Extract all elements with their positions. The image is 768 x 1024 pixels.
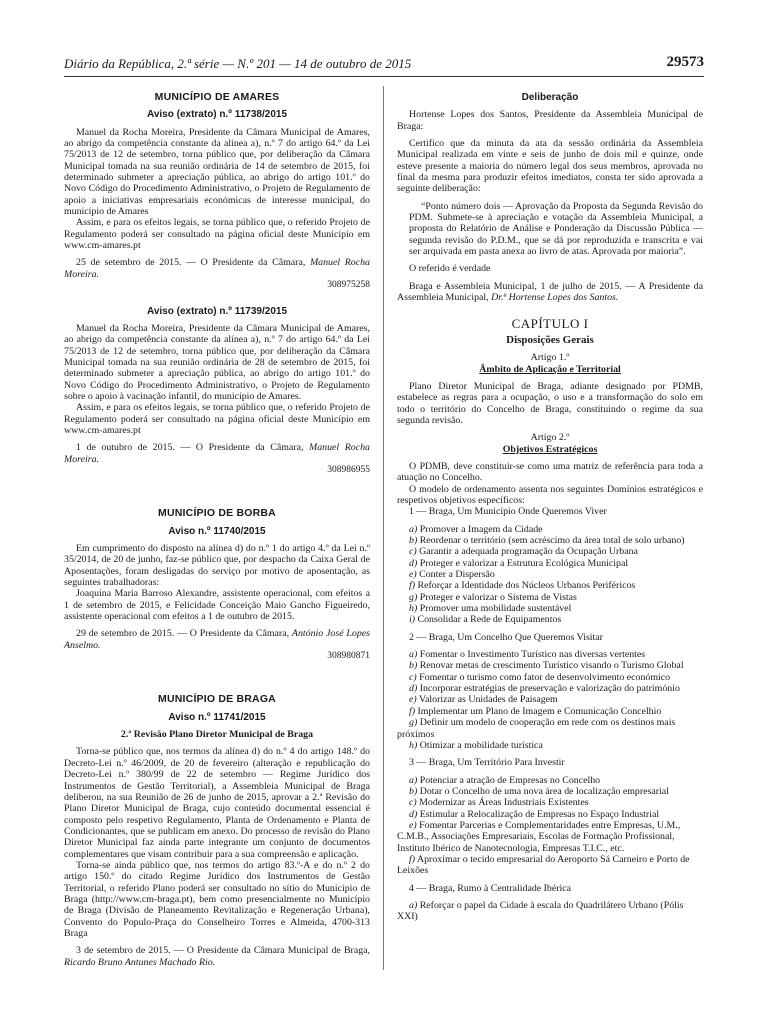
objective-item — [397, 660, 703, 671]
item-letter: a) — [409, 899, 418, 911]
signature: Braga e Assembleia Municipal, 1 de julho de 2015. — A Presidente da Assembleia Municipal, Dr.ª Hortense Lopes dos Santos. — [397, 280, 703, 304]
objective-item — [397, 546, 703, 557]
deliberation-paragraph: Certifico que da minuta da ata da sessão ordinária da Assembleia Municipal realizada em vinte e seis de junho de dois mil e quinze, onde esteve presente a maioria do número legal dos seus membros, aprovada no final da mesma para produzir efeitos imediatos, consta ter sido aprovada a seguinte deliberação: — [397, 138, 703, 195]
signatory-name: Manuel Rocha Moreira. — [64, 257, 370, 280]
item-letter: a) — [409, 649, 418, 661]
item-text: Garantir a adequada programação da Ocupação Urbana — [419, 546, 638, 558]
item-text: Estimular a Relocalização de Empresas no Espaço Industrial — [419, 808, 660, 820]
article-body: O PDMB, deve constituir-se como uma matriz de referência para toda a atuação no Concelho. — [397, 460, 703, 484]
objective-item — [397, 569, 703, 580]
item-text: Otimizar a mobilidade turística — [419, 739, 543, 751]
journal-header: Diário da República, 2.ª série — N.º 201 — 14 de outubro de 2015 — [64, 56, 412, 71]
signatory-name: Ricardo Bruno Antunes Machado Rio. — [64, 956, 216, 968]
municipality-heading: MUNICÍPIO DE BRAGA — [158, 693, 276, 706]
notice-body: Manuel da Rocha Moreira, Presidente da Câmara Municipal de Amares, ao abrigo da competência constante da alínea a), n.º 7 do artigo 64.º da Lei 75/2013 de 12 de setembro, torna público que, por deliberação da Câmara Municipal tomada na sua reunião ordinária de 14 de setembro de 2015, foi determinado submeter a apreciação pública, ao abrigo do artigo 101.º do Novo Código do Procedimento Administrativo, o Projeto de Regulamento de apoio a iniciativas empresariais económicas de interesse municipal, do município de Amares — [64, 126, 370, 218]
item-letter: e) — [409, 819, 417, 831]
article-number: Artigo 2.º — [530, 432, 570, 444]
objective-item — [397, 592, 703, 603]
item-text: Reforçar a Identidade dos Núcleos Urbanos Periféricos — [417, 580, 636, 592]
objective-list — [397, 900, 703, 923]
item-text: Promover uma mobilidade sustentável — [419, 603, 572, 615]
item-text: Incorporar estratégias de preservação e valorização do património — [419, 683, 680, 695]
article-number: Artigo 1.º — [530, 352, 570, 364]
item-letter: a) — [409, 523, 418, 535]
objective-item — [397, 820, 703, 854]
objective-item — [397, 809, 703, 820]
notice-body: Em cumprimento do disposto na alínea d) do n.º 1 do artigo 4.º da Lei n.º 35/2014, de 20 de junho, faz-se público que, por despacho da Caixa Geral de Aposentações, foram desligadas do serviço por motivo de aposentação, as seguintes trabalhadoras: — [64, 543, 370, 589]
column-divider — [383, 86, 384, 970]
item-letter: f) — [409, 705, 416, 717]
reference-number: 308986955 — [327, 464, 370, 475]
item-text: Proteger e valorizar a Estrutura Ecológica Municipal — [419, 557, 629, 569]
objective-item — [397, 535, 703, 546]
item-letter: b) — [409, 535, 418, 546]
article-body: O modelo de ordenamento assenta nos seguintes Domínios estratégicos e respetivos objetivos específicos: — [397, 483, 703, 506]
notice-body: Joaquina Maria Barroso Alexandre, assistente operacional, com efeitos a 1 de setembro de 2015, e Felicidade Conceição Maio Gancho Figueiredo, assistente operacional com efeitos a 1 de outubro de 2015. — [64, 588, 370, 623]
notice-body: Assim, e para os efeitos legais, se torna público que, o referido Projeto de Regulamento poderá ser consultado na página oficial deste Município em www.cm-amares.pt — [64, 402, 370, 436]
left-column — [64, 86, 370, 968]
item-text: Dotar o Concelho de uma nova área de localização empresarial — [419, 785, 669, 797]
item-letter: h) — [409, 739, 418, 751]
municipality-heading: MUNICÍPIO DE AMARES — [154, 91, 280, 103]
objective-item — [397, 558, 703, 569]
item-letter: d) — [409, 808, 418, 820]
article-body: Plano Diretor Municipal de Braga, adiante designado por PDMB, estabelece as regras para a ocupação, o uso e a transformação do solo em todo o território do Concelho de Braga, constituindo o regime da sua segunda revisão. — [397, 380, 703, 426]
item-letter: i) — [409, 614, 416, 626]
objective-item — [397, 614, 703, 625]
deliberation-title: Deliberação — [521, 92, 579, 103]
signatory-name: Dr.ª Hortense Lopes dos Santos. — [491, 292, 619, 304]
item-letter: g) — [409, 591, 418, 603]
chapter-title: Disposições Gerais — [506, 333, 594, 346]
signature: 1 de outubro de 2015. — O Presidente da Câmara, Manuel Rocha Moreira. — [64, 442, 370, 465]
item-text: Fomentar o Investimento Turístico nas diversas vertentes — [419, 649, 646, 661]
objective-item — [397, 717, 703, 740]
item-text: Consolidar a Rede de Equipamentos — [417, 614, 562, 626]
notice-subtitle: 2.ª Revisão Plano Diretor Municipal de Braga — [120, 729, 314, 741]
item-text: Reordenar o território (sem acréscimo da área total de solo urbano) — [419, 535, 685, 546]
item-letter: d) — [409, 683, 418, 695]
deliberation-quote: “Ponto número dois — Aprovação da Proposta da Segunda Revisão do PDM. Submete-se à apreciação e votação da Assembleia Municipal, a proposta do Relatório de Análise e Ponderação da Discussão Pública — segunda revisão do P.D.M., que se dá por reproduzida e transcrita e vai ser arquivada em pasta anexa ao livro de atas. Aprovada por maioria”. — [409, 200, 703, 258]
item-text: Fomentar Parcerias e Complementaridades entre Empresas, U.M., C.M.B., Associações Empresariais, Escolas de Formação Profissional, Instituto Ibérico de Nanotecnologia, Empresas T.I.C., etc. — [397, 819, 681, 854]
municipality-heading: MUNICÍPIO DE BORBA — [158, 507, 276, 520]
objective-item — [397, 603, 703, 614]
item-letter: a) — [409, 774, 418, 786]
item-text: Renovar metas de crescimento Turístico visando o Turismo Global — [419, 660, 684, 672]
item-text: Aproximar o tecido empresarial do Aeroporto Sá Carneiro e Porto de Leixões — [397, 853, 690, 877]
objective-list — [397, 775, 703, 877]
deliberation-paragraph: O referido é verdade — [409, 263, 491, 275]
item-letter: c) — [409, 797, 417, 809]
item-text: Conter a Dispersão — [419, 569, 495, 581]
item-text: Potenciar a atração de Empresas no Concelho — [419, 774, 601, 786]
notice-title: Aviso n.º 11741/2015 — [168, 711, 266, 723]
item-text: Valorizar as Unidades de Paisagem — [418, 694, 558, 706]
signatory-name: Manuel Rocha Moreira. — [64, 442, 370, 465]
objective-item — [397, 706, 703, 717]
signatory-name: António José Lopes Anselmo. — [64, 628, 370, 651]
signature: 25 de setembro de 2015. — O Presidente da Câmara, Manuel Rocha Moreira. — [64, 257, 370, 280]
item-text: Fomentar o turismo como fator de desenvolvimento económico — [419, 671, 671, 683]
item-text: Promover a Imagem da Cidade — [419, 523, 543, 535]
domain-heading: 1 — Braga, Um Município Onde Queremos Viver — [409, 506, 607, 518]
item-letter: b) — [409, 660, 418, 672]
signature: 29 de setembro de 2015. — O Presidente da Câmara, António José Lopes Anselmo. — [64, 628, 370, 651]
domain-heading: 4 — Braga, Rumo à Centralidade Ibérica — [409, 882, 572, 894]
objective-item — [397, 694, 703, 705]
objective-item — [397, 672, 703, 683]
reference-number: 308980871 — [327, 651, 370, 662]
notice-title: Aviso (extrato) n.º 11739/2015 — [146, 305, 288, 317]
objective-item — [397, 649, 703, 660]
item-letter: c) — [409, 546, 417, 558]
item-text: Definir um modelo de cooperação em rede com os destinos mais próximos — [397, 717, 676, 740]
objective-item — [397, 775, 703, 786]
objective-item — [397, 740, 703, 751]
item-text: Proteger e valorizar o Sistema de Vistas — [419, 591, 577, 603]
objective-item — [397, 797, 703, 808]
article-title: Âmbito de Aplicação e Territorial — [479, 363, 621, 375]
notice-title: Aviso n.º 11740/2015 — [168, 525, 266, 537]
item-letter: h) — [409, 603, 418, 615]
item-letter: b) — [409, 785, 418, 797]
right-column — [397, 86, 703, 923]
item-text: Implementar um Plano de Imagem e Comunicação Concelhio — [417, 705, 662, 717]
item-letter: f) — [409, 853, 416, 865]
notice-body: Manuel da Rocha Moreira, Presidente da Câmara Municipal de Amares, ao abrigo da competência constante da alínea a), n.º 7 do artigo 64.º da Lei 75/2013 de 12 de setembro, torna público que, por deliberação da Câmara Municipal tomada na sua reunião ordinária de 28 de setembro de 2015, foi determinado submeter a apreciação pública, ao abrigo do artigo 101.º do Novo Código do Procedimento Administrativo, o Projeto de Regulamento sobre o apoio à vacinação infantil, do município de Amares. — [64, 322, 370, 402]
domain-heading: 3 — Braga, Um Território Para Investir — [409, 757, 565, 769]
page-number: 29573 — [666, 54, 704, 70]
article-title: Objetivos Estratégicos — [502, 443, 598, 455]
deliberation-paragraph: Hortense Lopes dos Santos, Presidente da Assembleia Municipal de Braga: — [397, 109, 703, 132]
objective-item — [397, 900, 703, 923]
objective-list — [397, 649, 703, 751]
item-text: Modernizar as Áreas Industriais Existentes — [419, 797, 589, 809]
item-letter: f) — [409, 580, 416, 592]
objective-item — [397, 786, 703, 797]
chapter-heading: CAPÍTULO I — [511, 315, 589, 331]
reference-number: 308975258 — [327, 280, 370, 291]
domain-heading: 2 — Braga, Um Concelho Que Queremos Visitar — [409, 631, 603, 643]
header-rule — [64, 76, 704, 77]
objective-item — [397, 683, 703, 694]
item-letter: d) — [409, 557, 418, 569]
objective-list — [397, 524, 703, 626]
notice-body: Torna-se ainda público que, nos termos do artigo 83.º-A e do n.º 2 do artigo 150.º do citado Regime Jurídico dos Instrumentos de Gestão Territorial, o referido Plano poderá ser consultado no sítio do Município de Braga (http://www.cm-braga.pt), bem como presencialmente no Município de Braga (Divisão de Planeamento Revitalização e Regeneração Urbana), Convento do Populo-Praça do Conselheiro Torres e Almeida, 4700-313 Braga — [64, 859, 370, 939]
page-header — [64, 54, 704, 74]
notice-body: Torna-se público que, nos termos da alínea d) do n.º 4 do artigo 148.º do Decreto-Lei n.º 46/2009, de 20 de fevereiro (alteração e republicação do Decreto-Lei n.º 380/99 de 22 de setembro — Regime Jurídico dos Instrumentos de Gestão Territorial), a Assembleia Municipal de Braga deliberou, na sua Reunião de 26 de junho de 2015, aprovar a 2.ª Revisão do Plano Diretor Municipal de Braga, cujo conteúdo documental essencial é composto pelo respetivo Regulamento, Planta de Ordenamento e Planta de Condicionantes, que se publicam em anexo. Do processo de revisão do Plano Diretor Municipal faz ainda parte integrante um conjunto de documentos complementares que visam contribuir para a sua compreensão e aplicação. — [64, 746, 370, 860]
item-text: Reforçar o papel da Cidade à escala do Quadrilátero Urbano (Pólis XXI) — [397, 899, 684, 923]
item-letter: e) — [409, 569, 417, 581]
item-letter: c) — [409, 671, 417, 683]
objective-item — [397, 854, 703, 877]
notice-body: Assim, e para os efeitos legais, se torna público que, o referido Projeto de Regulamento poderá ser consultado na página oficial deste Município em www.cm-amares.pt — [64, 217, 370, 252]
objective-item — [397, 524, 703, 535]
item-letter: g) — [409, 717, 418, 729]
notice-title: Aviso (extrato) n.º 11738/2015 — [146, 109, 288, 121]
signature: 3 de setembro de 2015. — O Presidente da Câmara Municipal de Braga, Ricardo Bruno Antunes Machado Rio. — [64, 945, 370, 968]
item-letter: e) — [409, 694, 417, 706]
objective-item — [397, 580, 703, 591]
